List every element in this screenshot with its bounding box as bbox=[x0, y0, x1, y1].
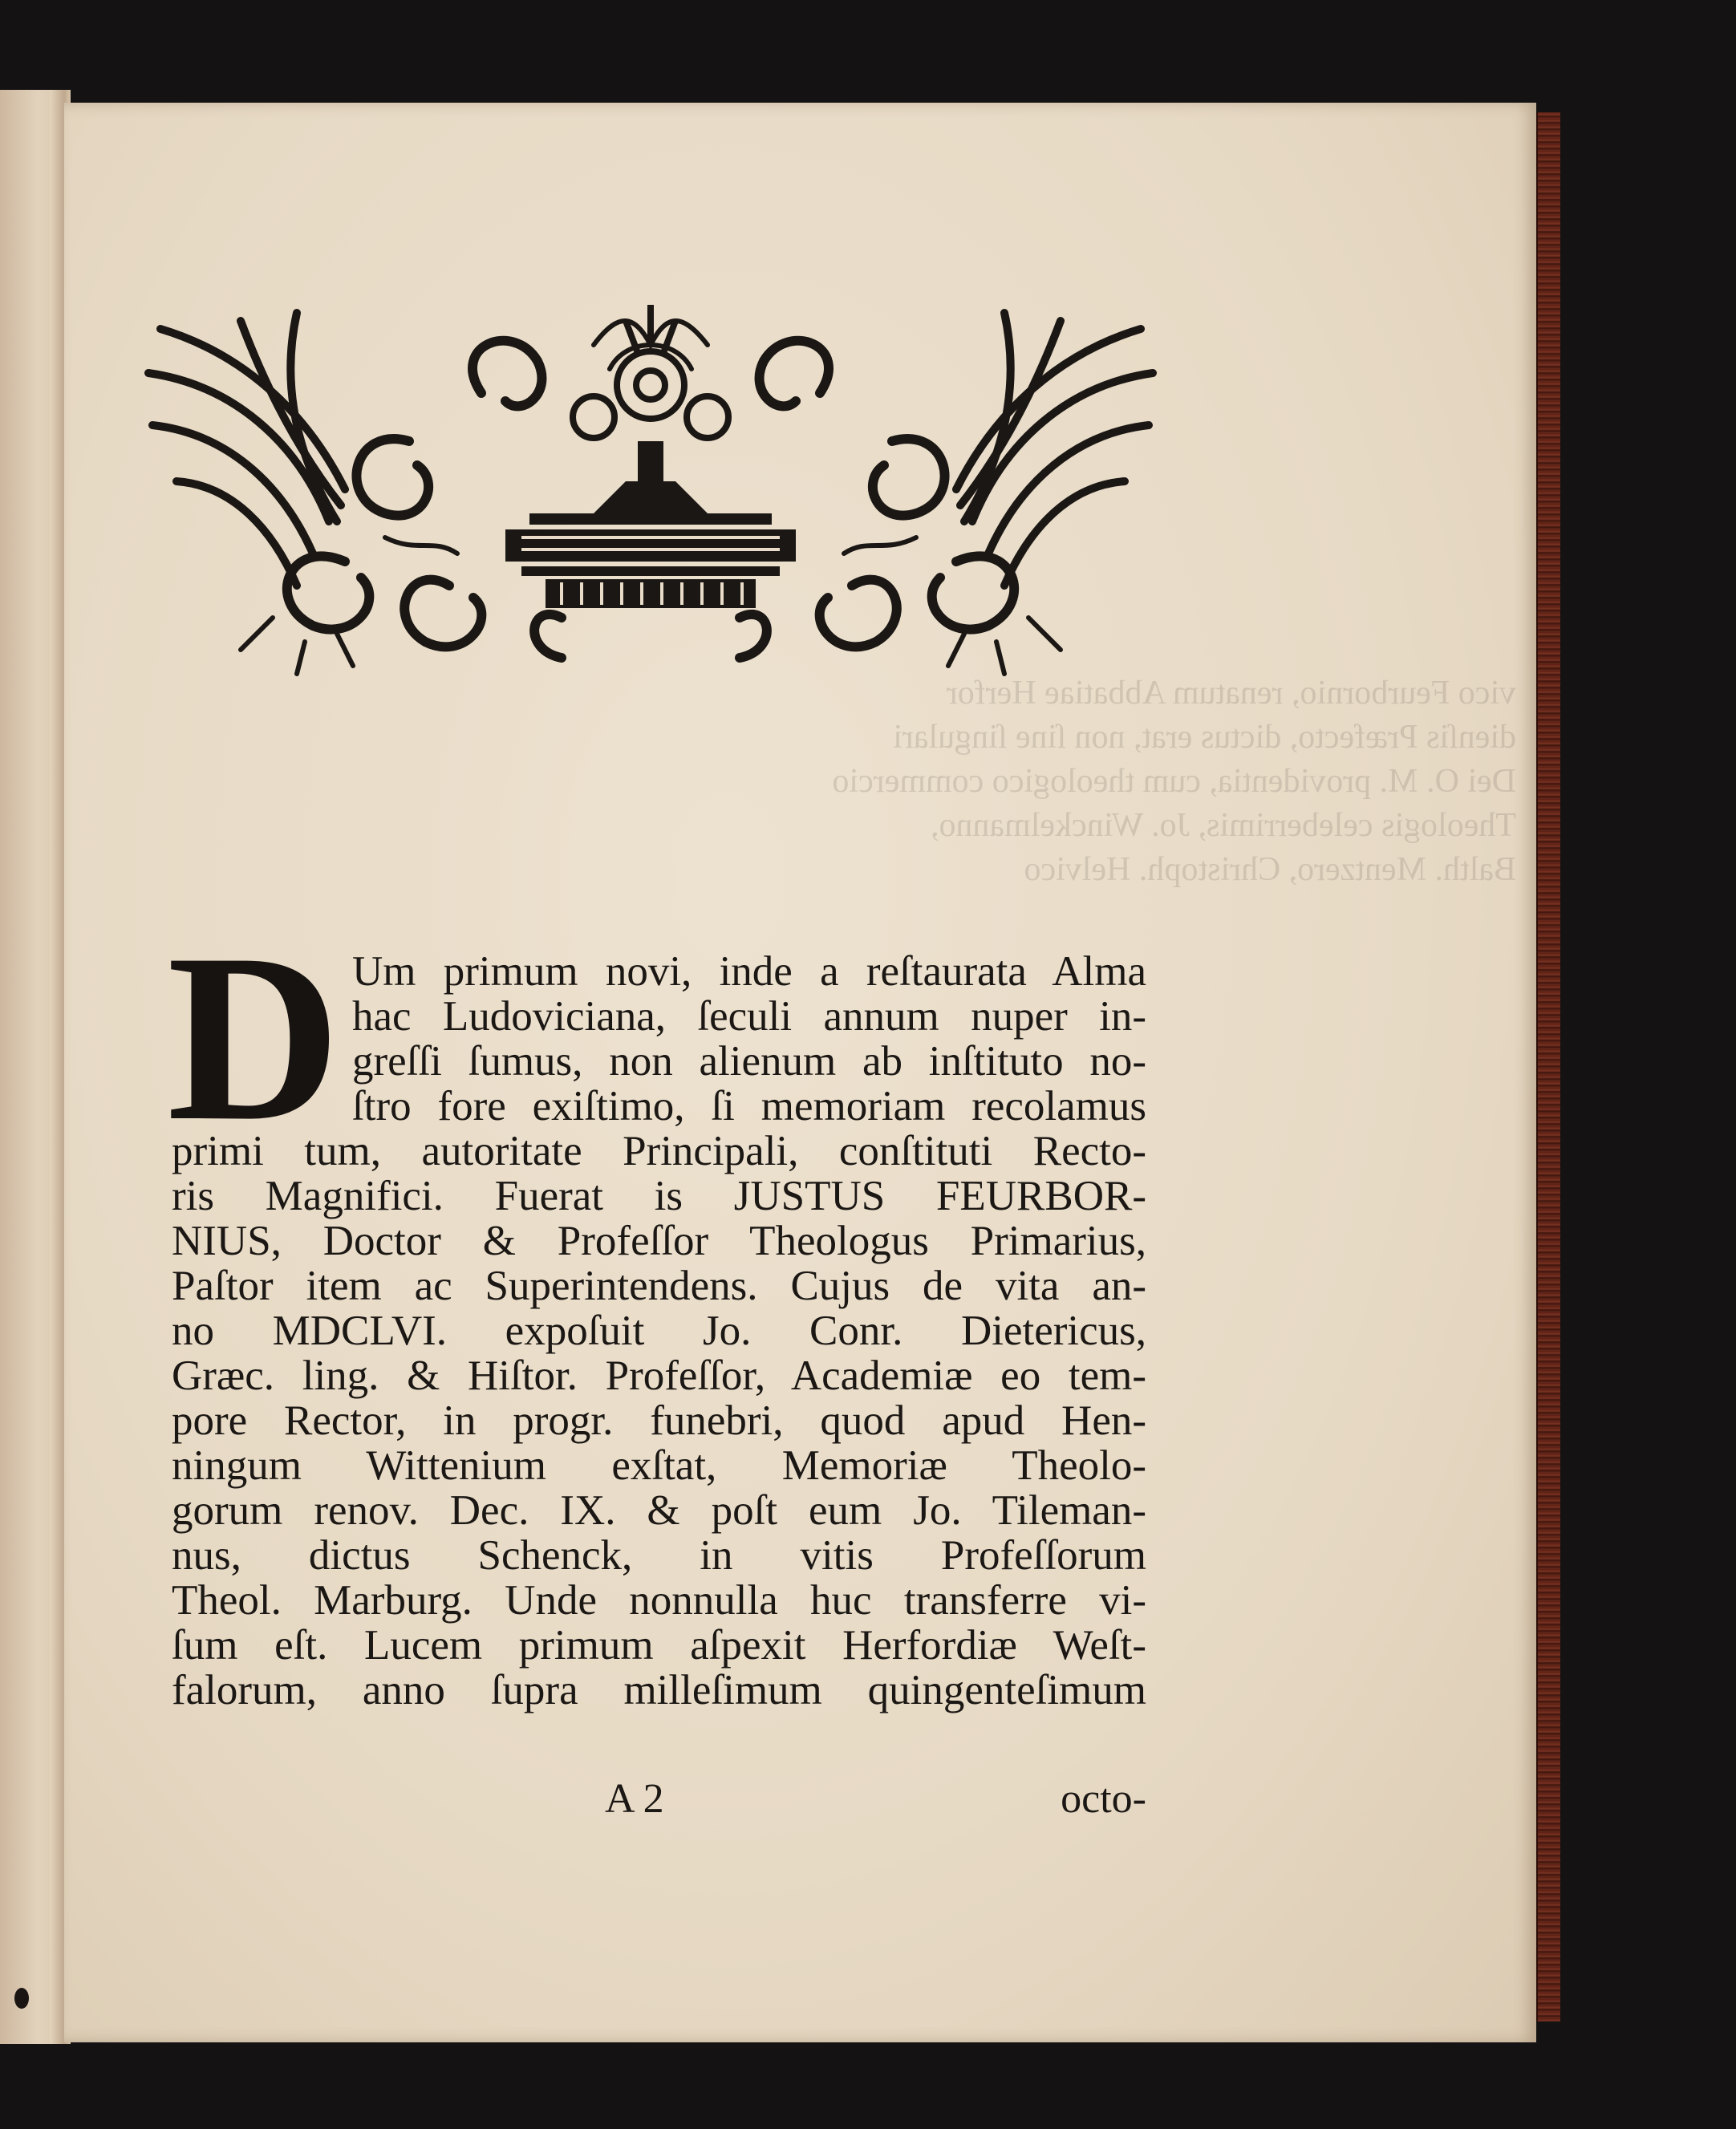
floral-headpiece-ornament-icon bbox=[144, 297, 1157, 682]
text-line: ſtro fore exiſtimo, ſi memoriam recolamus bbox=[352, 1083, 1146, 1129]
flower-bouquet bbox=[573, 305, 728, 438]
text-line: Um primum novi, inde a reſtaurata Alma bbox=[352, 948, 1146, 995]
body-text bbox=[167, 904, 1146, 1713]
left-plume bbox=[148, 313, 345, 586]
bleed-through-line: Dei O. M. providentia, cum theologico commercio bbox=[832, 763, 1516, 800]
text-line: ningum Wittenium exſtat, Memoriæ Theolo- bbox=[172, 1442, 1146, 1489]
signature-mark: A 2 bbox=[605, 1776, 664, 1822]
drop-cap-letter: D bbox=[167, 904, 341, 1170]
central-urn bbox=[505, 441, 796, 608]
catchword: octo- bbox=[1061, 1776, 1146, 1822]
page-fore-edge bbox=[1536, 112, 1560, 2022]
text-line: ſum eſt. Lucem primum aſpexit Herfordiæ Weſt- bbox=[172, 1622, 1146, 1669]
text-line: gorum renov. Dec. IX. & poſt eum Jo. Tileman- bbox=[172, 1487, 1146, 1534]
ink-smudge bbox=[14, 1988, 29, 2009]
text-line: no MDCLVI. expoſuit Jo. Conr. Dietericus, bbox=[172, 1308, 1146, 1354]
text-line: Theol. Marburg. Unde nonnulla huc transferre vi- bbox=[172, 1577, 1146, 1624]
text-line: nus, dictus Schenck, in vitis Profeſſorum bbox=[172, 1532, 1146, 1579]
text-line: Paſtor item ac Superintendens. Cujus de vita an- bbox=[172, 1263, 1146, 1309]
text-line: Græc. ling. & Hiſtor. Profeſſor, Academiæ eo tem- bbox=[172, 1352, 1146, 1399]
bleed-through-line: vico Feurbornio, renatum Abbatiae Herfor bbox=[946, 675, 1516, 712]
bleed-through-line: Theologis celeberrimis, Jo. Winckelmanno, bbox=[930, 807, 1516, 844]
text-line: ris Magnifici. Fuerat is JUSTUS FEURBOR- bbox=[172, 1173, 1146, 1219]
right-plume bbox=[956, 313, 1153, 586]
text-line: NIUS, Doctor & Profeſſor Theologus Primarius, bbox=[172, 1218, 1146, 1264]
page-footer bbox=[172, 1775, 1146, 1823]
text-line: greſſi ſumus, non alienum ab inſtituto no- bbox=[352, 1038, 1146, 1085]
text-line: primi tum, autoritate Principali, conſtituti Recto- bbox=[172, 1128, 1146, 1174]
text-line: falorum, anno ſupra milleſimum quingenteſimum bbox=[172, 1667, 1146, 1713]
bleed-through-line: Balth. Mentzero, Christoph. Helvico bbox=[1024, 851, 1516, 888]
text-line: pore Rector, in progr. funebri, quod apud Hen- bbox=[172, 1397, 1146, 1444]
text-line: hac Ludoviciana, ſeculi annum nuper in- bbox=[352, 993, 1146, 1040]
bleed-through-line: dienſis Præfecto, dictus erat, non ſine ſingulari bbox=[893, 719, 1516, 756]
